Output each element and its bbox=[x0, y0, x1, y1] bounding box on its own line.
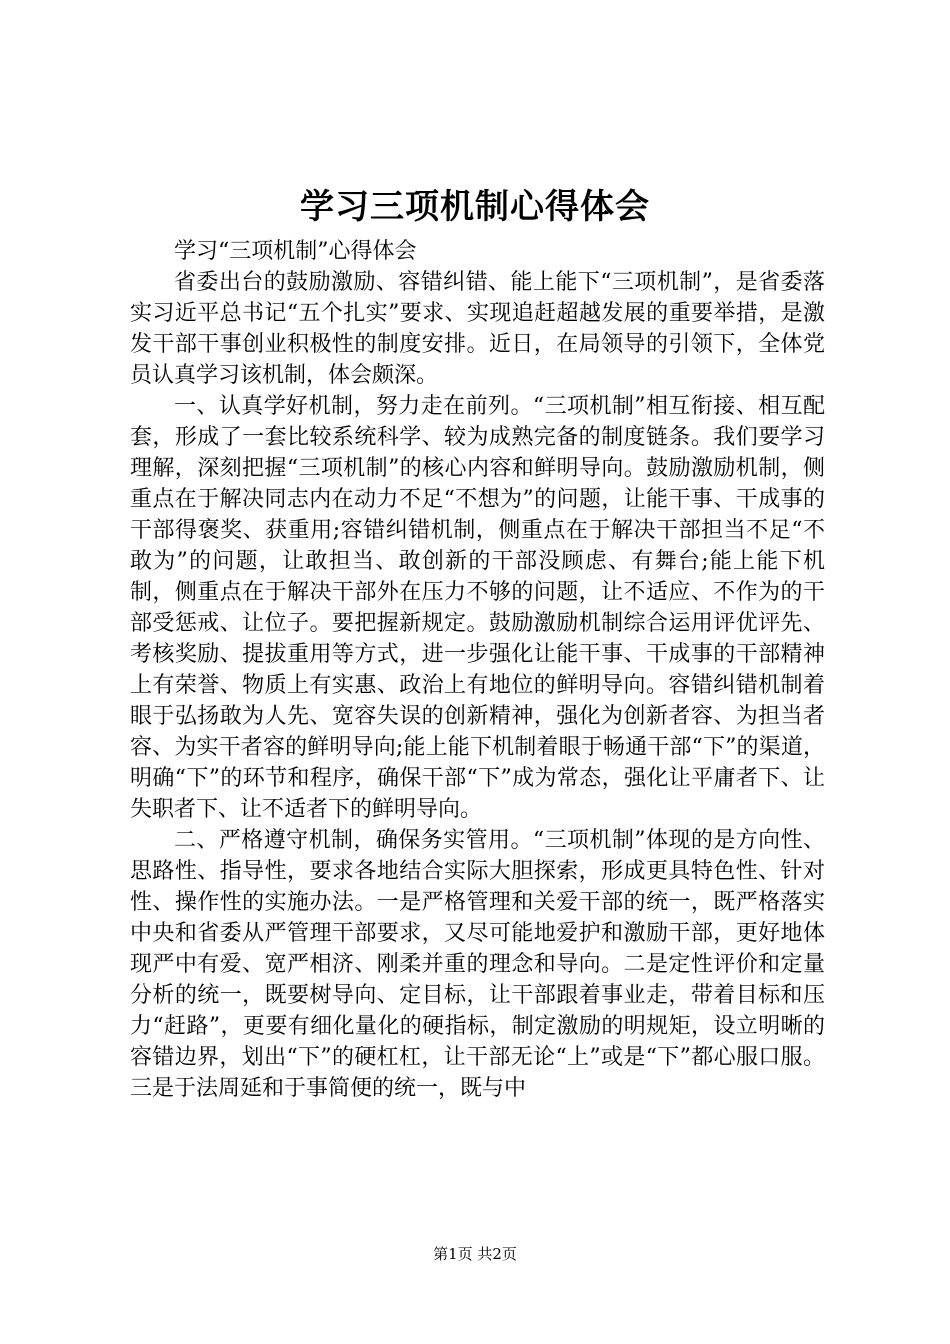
section-two-paragraph: 二、严格遵守机制，确保务实管用。“三项机制”体现的是方向性、思路性、指导性，要求各地结合实际大胆探索，形成更具特色性、针对性、操作性的实施办法。一是严格管理和关爱干部的统一，既严格落实中央和省委从严管理干部要求，又尽可能地爱护和激励干部，更好地体现严中有爱、宽严相济、刚柔并重的理念和导向。二是定性评价和定量分析的统一，既要树导向、定目标，让干部跟着事业走，带着目标和压力“赶路”，更要有细化量化的硬指标，制定激励的明规矩，设立明晰的容错边界，划出“下”的硬杠杠，让干部无论“上”或是“下”都心服口服。三是于法周延和于事简便的统一，既与中 bbox=[130, 828, 825, 1101]
document-title: 学习三项机制心得体会 bbox=[300, 187, 650, 227]
intro-paragraph: 省委出台的鼓励激励、容错纠错、能上能下“三项机制”，是省委落实习近平总书记“五个扎实”要求、实现追赶超越发展的重要举措，是激发干部干事创业积极性的制度安排。近日，在局领导的引领下，全体党员认真学习该机制，体会颇深。 bbox=[130, 270, 825, 388]
subtitle-paragraph: 学习“三项机制”心得体会 bbox=[174, 239, 417, 264]
page-footer: 第1页 共2页 bbox=[433, 1245, 517, 1263]
document-body bbox=[130, 236, 825, 1104]
section-one-paragraph: 一、认真学好机制，努力走在前列。“三项机制”相互衔接、相互配套，形成了一套比较系统科学、较为成熟完备的制度链条。我们要学习理解，深刻把握“三项机制”的核心内容和鲜明导向。鼓励激励机制，侧重点在于解决同志内在动力不足“不想为”的问题，让能干事、干成事的干部得褒奖、获重用;容错纠错机制，侧重点在于解决干部担当不足“不敢为”的问题，让敢担当、敢创新的干部没顾虑、有舞台;能上能下机制，侧重点在于解决干部外在压力不够的问题，让不适应、不作为的干部受惩戒、让位子。要把握新规定。鼓励激励机制综合运用评优评先、考核奖励、提拔重用等方式，进一步强化让能干事、干成事的干部精神上有荣誉、物质上有实惠、政治上有地位的鲜明导向。容错纠错机制着眼于弘扬敢为人先、宽容失误的创新精神，强化为创新者容、为担当者容、为实干者容的鲜明导向;能上能下机制着眼于畅通干部“下”的渠道，明确“下”的环节和程序，确保干部“下”成为常态，强化让平庸者下、让失职者下、让不适者下的鲜明导向。 bbox=[130, 394, 825, 822]
